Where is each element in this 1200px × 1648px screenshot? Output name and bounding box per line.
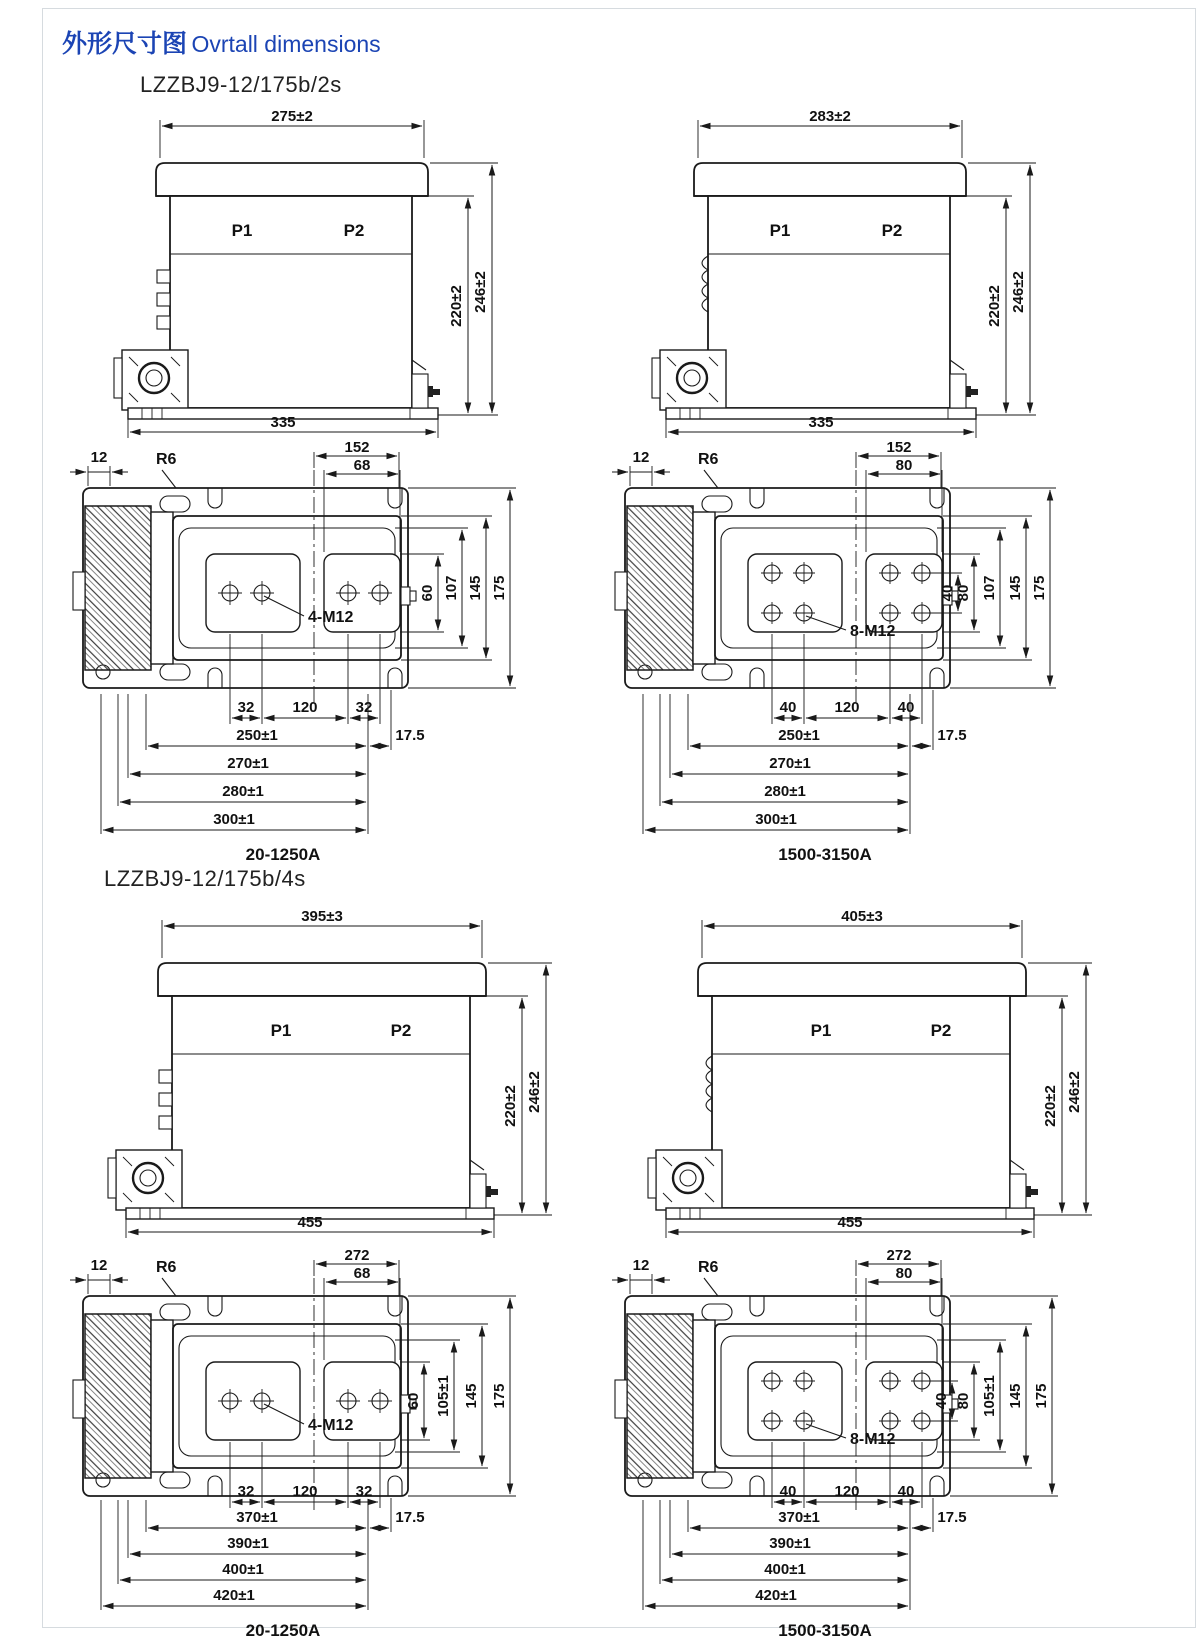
radius-label: [698, 451, 721, 492]
variant-caption: 1500-3150A: [778, 845, 872, 864]
dim-label: 105±1: [435, 1375, 452, 1417]
dim-label: 175: [491, 1383, 508, 1409]
dim-label: R6: [156, 1259, 177, 1276]
dim-label: 32: [237, 699, 255, 716]
dim-label: 40: [779, 1483, 797, 1500]
dim-label: 270±1: [227, 755, 269, 772]
dim-label: 152: [344, 439, 370, 456]
dim-label: 175: [1033, 1383, 1050, 1409]
front-view-2s-left: [72, 106, 512, 446]
dim-label: 250±1: [236, 727, 278, 744]
variant-caption: 20-1250A: [245, 1621, 321, 1640]
bolt-icon: [966, 386, 978, 397]
dim-label: 60: [419, 584, 436, 602]
dim-label: 40: [897, 699, 915, 716]
dim-label: 272: [344, 1247, 370, 1264]
hatch-plate: [73, 1314, 173, 1478]
dim-label: 40: [779, 699, 797, 716]
variant-caption: 20-1250A: [245, 845, 321, 864]
side-tabs: [157, 270, 170, 329]
dim-label: 145: [1007, 1383, 1024, 1409]
dim-label: 12: [632, 1257, 650, 1274]
vertical-dims: [395, 488, 516, 688]
top-cap: [158, 963, 486, 996]
dim-label: R6: [156, 451, 177, 468]
dim-label: 250±1: [778, 727, 820, 744]
p1-label: P1: [810, 1021, 832, 1040]
row-dims: [643, 1498, 967, 1610]
dim-label: 455: [297, 1214, 323, 1231]
vertical-dims: [395, 1296, 516, 1496]
dim-label: 105±1: [981, 1375, 998, 1417]
dim-label: 370±1: [236, 1509, 278, 1526]
dim-label: 145: [467, 575, 484, 601]
p1-label: P1: [270, 1021, 292, 1040]
dim-label: 4-M12: [308, 1417, 354, 1434]
dim-label: 40: [933, 1392, 950, 1410]
dim-label: 12: [632, 449, 650, 466]
dim-label: 246±2: [1010, 271, 1027, 313]
dim-label: 246±2: [1066, 1071, 1083, 1113]
dim-label: 120: [292, 699, 318, 716]
transformer-body: [172, 996, 470, 1208]
height-dims: [1026, 963, 1092, 1215]
tab-dim: [70, 449, 128, 486]
top-view-2s-20-1250a: [58, 440, 618, 870]
dim-label: 40: [897, 1483, 915, 1500]
dim-label: 400±1: [764, 1561, 806, 1578]
top-cap: [156, 163, 428, 196]
dim-label: 145: [1007, 575, 1024, 601]
dim-label: 175: [1031, 575, 1048, 601]
dim-label: 12: [90, 1257, 108, 1274]
p2-label: P2: [881, 221, 903, 240]
dim-label: 420±1: [213, 1587, 255, 1604]
dim-label: 40: [939, 584, 956, 602]
top-width-dim: [702, 908, 1022, 958]
dim-label: R6: [698, 1259, 719, 1276]
p2-label: P2: [930, 1021, 952, 1040]
dim-label: 120: [834, 699, 860, 716]
page-title-en: Ovrtall dimensions: [191, 31, 381, 57]
dim-label: 390±1: [769, 1535, 811, 1552]
dim-label: 246±2: [472, 271, 489, 313]
bolt-icon: [486, 1186, 498, 1197]
p1-label: P1: [769, 221, 791, 240]
dim-label: 280±1: [222, 783, 264, 800]
radius-label: [156, 451, 179, 492]
dim-label: 420±1: [755, 1587, 797, 1604]
dim-label: 12: [90, 449, 108, 466]
dim-label: 17.5: [937, 1509, 967, 1526]
row-dims: [643, 690, 967, 834]
dim-label: 68: [353, 1265, 371, 1282]
dim-label: 335: [270, 414, 296, 431]
hatch-plate: [615, 1314, 715, 1478]
bolt-icon: [428, 386, 440, 397]
dim-label: 220±2: [448, 285, 465, 327]
dim-label: 80: [955, 1392, 972, 1410]
top-width-dim: [698, 108, 962, 158]
dim-label: 32: [237, 1483, 255, 1500]
page-title-zh: 外形尺寸图: [62, 30, 188, 58]
front-view-2s-right: [610, 106, 1050, 446]
row-dims: [101, 1498, 425, 1610]
dim-label: 107: [981, 575, 998, 601]
p2-label: P2: [390, 1021, 412, 1040]
top-width-dim: [160, 108, 424, 158]
dim-label: 405±3: [841, 908, 883, 925]
primary-terminal: [652, 350, 726, 410]
transformer-body: [708, 196, 950, 408]
dim-label: 270±1: [769, 755, 811, 772]
dim-label: 152: [886, 439, 912, 456]
dim-label: 280±1: [764, 783, 806, 800]
tab-dim: [70, 1257, 128, 1294]
dim-label: 80: [895, 457, 913, 474]
side-ribs: [702, 256, 708, 312]
dim-label: 455: [837, 1214, 863, 1231]
row-dims: [101, 690, 425, 834]
dim-label: 272: [886, 1247, 912, 1264]
top-view-4s-20-1250a: [58, 1248, 618, 1648]
dim-label: 275±2: [271, 108, 313, 125]
dim-label: 370±1: [778, 1509, 820, 1526]
model-title-2s: LZZBJ9-12/175b/2s: [140, 72, 342, 97]
p2-label: P2: [343, 221, 365, 240]
side-bolt-icon: [401, 587, 416, 605]
dim-label: 220±2: [1042, 1085, 1059, 1127]
transformer-body: [170, 196, 412, 408]
bolt-icon: [1026, 1186, 1038, 1197]
primary-terminal: [114, 350, 188, 410]
dim-label: R6: [698, 451, 719, 468]
dim-label: 17.5: [395, 727, 425, 744]
transformer-body: [712, 996, 1010, 1208]
tab-dim: [612, 1257, 670, 1294]
dim-label: 80: [955, 584, 972, 602]
dim-label: 400±1: [222, 1561, 264, 1578]
dim-label: 283±2: [809, 108, 851, 125]
dim-label: 8-M12: [850, 1431, 896, 1448]
front-view-4s-right: [606, 906, 1096, 1246]
dim-label: 68: [353, 457, 371, 474]
side-ribs: [706, 1056, 712, 1112]
dim-label: 32: [355, 699, 373, 716]
top-cap: [698, 963, 1026, 996]
dim-label: 8-M12: [850, 623, 896, 640]
dim-label: 335: [808, 414, 834, 431]
variant-caption: 1500-3150A: [778, 1621, 872, 1640]
p1-label: P1: [231, 221, 253, 240]
hatch-plate: [615, 506, 715, 670]
dim-label: 120: [292, 1483, 318, 1500]
dim-label: 17.5: [937, 727, 967, 744]
radius-label: [698, 1259, 721, 1300]
model-title-4s: LZZBJ9-12/175b/4s: [104, 866, 306, 891]
dim-label: 300±1: [213, 811, 255, 828]
dim-label: 220±2: [986, 285, 1003, 327]
dim-label: 246±2: [526, 1071, 543, 1113]
height-dims: [486, 963, 552, 1215]
dim-label: 300±1: [755, 811, 797, 828]
top-view-4s-1500-3150a: [600, 1248, 1160, 1648]
top-width-dim: [162, 908, 482, 958]
dim-label: 17.5: [395, 1509, 425, 1526]
top-cap: [694, 163, 966, 196]
page-title: [62, 24, 381, 60]
dim-label: 60: [405, 1392, 422, 1410]
radius-label: [156, 1259, 179, 1300]
primary-terminal: [108, 1150, 182, 1210]
dim-label: 4-M12: [308, 609, 354, 626]
tab-dim: [612, 449, 670, 486]
dim-label: 145: [463, 1383, 480, 1409]
front-view-4s-left: [66, 906, 556, 1246]
top-view-2s-1500-3150a: [600, 440, 1160, 870]
dim-label: 107: [443, 575, 460, 601]
primary-terminal: [648, 1150, 722, 1210]
dim-label: 120: [834, 1483, 860, 1500]
hatch-plate: [73, 506, 173, 670]
side-tabs: [159, 1070, 172, 1129]
dim-label: 175: [491, 575, 508, 601]
height-dims: [428, 163, 498, 415]
dim-label: 80: [895, 1265, 913, 1282]
dim-label: 395±3: [301, 908, 343, 925]
dim-label: 32: [355, 1483, 373, 1500]
dim-label: 390±1: [227, 1535, 269, 1552]
height-dims: [966, 163, 1036, 415]
dim-label: 220±2: [502, 1085, 519, 1127]
